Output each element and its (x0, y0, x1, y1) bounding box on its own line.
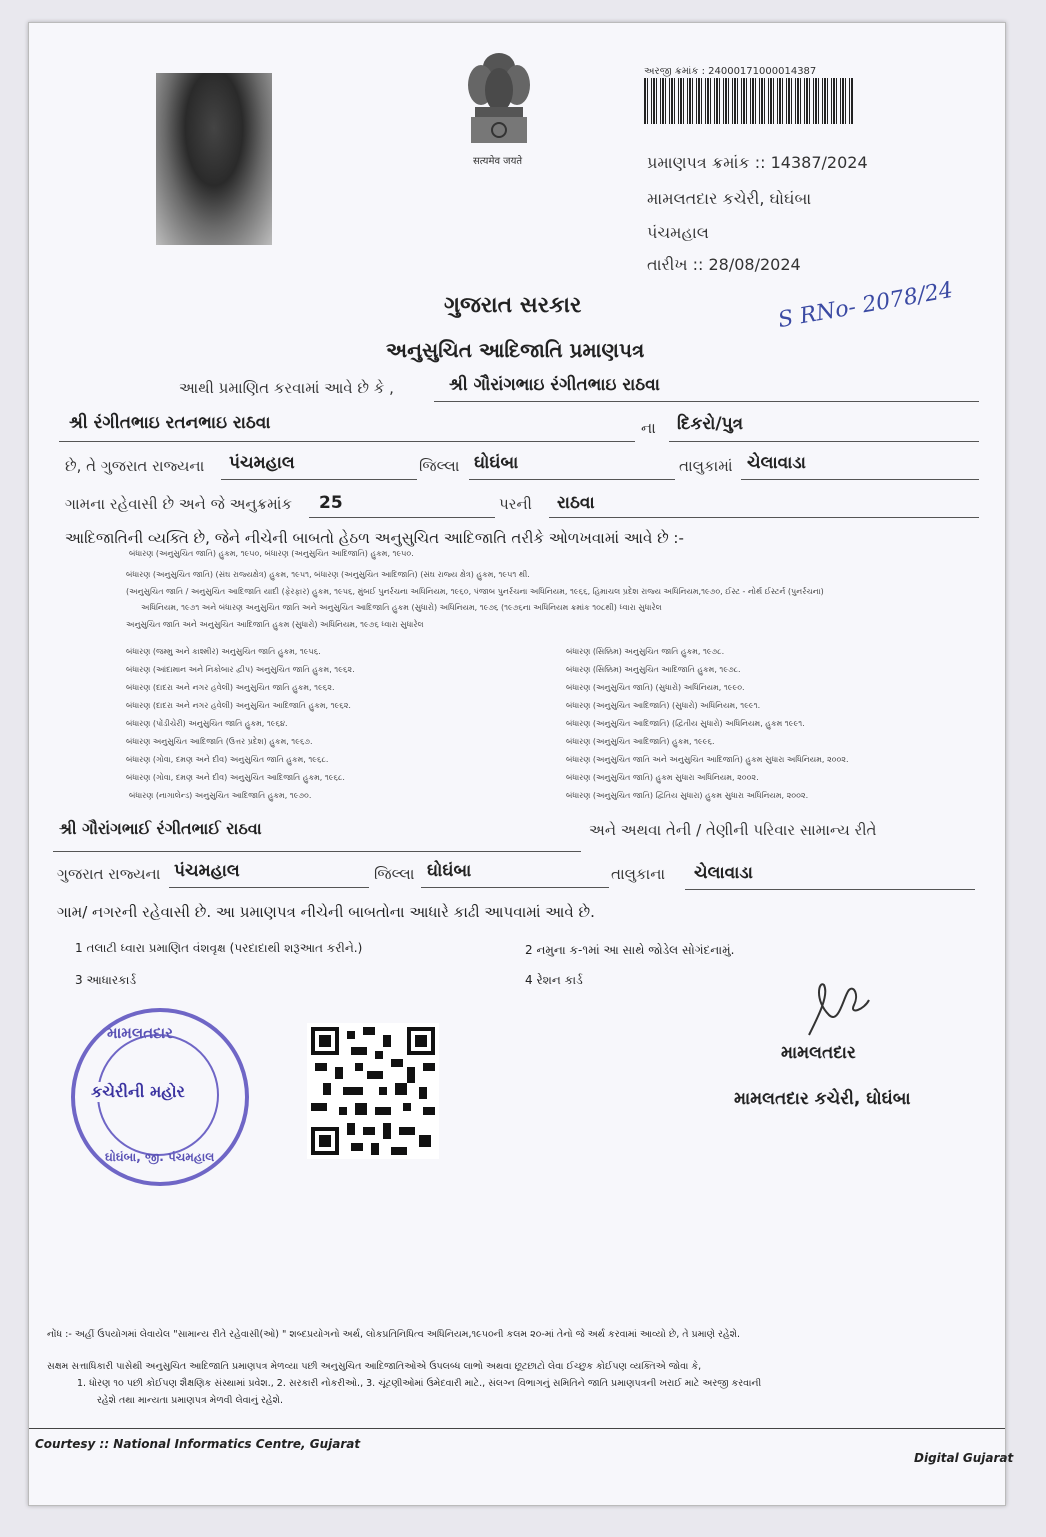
courtesy-text: Courtesy :: National Informatics Centre, Gujarat (35, 1437, 361, 1451)
order-right: બંધારણ (અનુસુચિત જાતિ) હુકમ સુધારા અધિનિયમ, ૨૦૦૨. (566, 773, 759, 782)
document-item: 3 આધારકાર્ડ (75, 973, 137, 987)
office-seal (71, 1008, 249, 1186)
order-right: બંધારણ (અનુસુચિત આદિજાતિ) (સુધારો) અધિનિયમ, ૧૯૯૧. (566, 701, 761, 710)
order-left: બંધારણ (ગોવા, દમણ અને દીવ) અનુસુચિત આદિજાતિ હુકમ, ૧૯૬૮. (126, 773, 345, 782)
tribe-value: રાઠવા (557, 493, 595, 513)
order-left: બંધારણ (દાદરા અને નગર હવેલી) અનુસુચિત આદિજાતિ હુકમ, ૧૯૬૨. (126, 701, 351, 710)
note-line: નોંધ :- અહીં ઉપયોગમાં લેવાયેલ "સામાન્ય રીતે રહેવાસી(ઓ) " શબ્દપ્રયોગનો અર્થ, લોકપ્રતિનિધિત્વ અધિનિયમ,૧૯૫૦ની કલમ ૨૦-માં તેનો જે અર્થ કરવામાં આવ્યો છે, તે પ્રમાણે રહેશે. (47, 1329, 741, 1340)
issuing-district: પંચમહાલ (647, 223, 709, 242)
officer-designation: મામલતદાર (781, 1043, 856, 1063)
relation: દિકરો/પુત્ર (677, 414, 744, 434)
order-right: બંધારણ (અનુસુચિત જાતિ) દ્વિતિય સુધારા) હુકમ સુધારા અધિનિયમ, ૨૦૦૨. (566, 791, 809, 800)
order-right: બંધારણ (અનુસુચિત જાતિ) (સુધારો) અધિનિયમ, ૧૯૯૦. (566, 683, 745, 692)
qr-code (307, 1023, 439, 1159)
on-label: પરની (499, 495, 532, 513)
brand-text: Digital Gujarat (914, 1451, 1014, 1465)
taluka-value: ઘોઘંબા (474, 453, 519, 473)
government-title: ગુજરાત સરકાર (444, 293, 582, 318)
order-left: બંધારણ (દાદરા અને નગર હવેલી) અનુસુચિત જાતિ હુકમ, ૧૯૬૨. (126, 683, 335, 692)
order-right: બંધારણ (અનુસુચિત આદિજાતિ) હુકમ, ૧૯૯૬. (566, 737, 715, 746)
resident-label: ગામના રહેવાસી છે અને જે અનુક્રમાંક (65, 495, 293, 513)
applicant-name-2: શ્રી ગૌરાંગભાઈ રંગીતભાઈ રાઠવા (59, 819, 262, 838)
note-line: સક્ષમ સત્તાધિકારી પાસેથી અનુસુચિત આદિજાતિ પ્રમાણપત્ર મેળવ્યા પછી અનુસુચિત આદિજાતિઓએ ઉપલબ્ધ લાભો અથવા છૂટછાટો લેવા ઈચ્છુક કોઈપણ વ્યક્તિએ જોવા કે, (47, 1361, 702, 1372)
certificate-title: અનુસુચિત આદિજાતિ પ્રમાણપત્ર (386, 338, 645, 362)
officer-office: મામલતદાર કચેરી, ઘોઘંબા (734, 1089, 911, 1109)
state-label: છે, તે ગુજરાત રાજ્યના (65, 457, 205, 475)
order-right: બંધારણ (સિક્કિમ) અનુસુચિત આદિજાતિ હુકમ, ૧૯૭૮. (566, 665, 741, 674)
order-right: બંધારણ (અનુસુચિત આદિજાતિ) (દ્વિતીય સુધારો) અધિનિયમ, હુકમ ૧૯૯૧. (566, 719, 805, 728)
taluka-label-2: તાલુકાના (611, 865, 666, 883)
order-left: બંધારણ (ગોવા, દમણ અને દીવ) અનુસુચિત જાતિ હુકમ, ૧૯૬૮. (126, 755, 329, 764)
village-value: ચેલાવાડા (747, 453, 806, 473)
taluka-label: તાલુકામાં (679, 457, 733, 475)
district-label: જિલ્લા (419, 457, 460, 475)
district-value: પંચમહાલ (229, 453, 295, 473)
seal-bottom-text: ઘોઘંબા, જી. પંચમહાલ (105, 1150, 215, 1164)
order-left: બંધારણ અનુસુચિત આદિજાતિ (ઉત્તર પ્રદેશ) હુકમ, ૧૯૬૭. (126, 737, 313, 746)
order-line: બંધારણ (અનુસુચિત જાતિ) હુકમ, ૧૯૫૦, બંધારણ (અનુસુચિત આદિજાતિ) હુકમ, ૧૯૫૦. (129, 549, 414, 558)
village-value-2: ચેલાવાડા (694, 863, 753, 883)
declaration-text: આદિજાતિની વ્યક્તિ છે, જેને નીચેની બાબતો હેઠળ અનુસુચિત આદિજાતિ તરીકે ઓળખવામાં આવે છે :- (65, 529, 684, 547)
seal-top-text: મામલતદાર (107, 1024, 173, 1042)
document-item: 2 નમુના ક-૧માં આ સાથે જોડેલ સોગંદનામું. (525, 943, 735, 957)
of-label: ના (641, 419, 656, 437)
order-left: બંધારણ (આંદામાન અને નિકોબાર દ્વીપ) અનુસુચિત જાતિ હુકમ, ૧૯૬૨. (126, 665, 355, 674)
barcode (644, 78, 854, 124)
national-emblem-icon (459, 45, 539, 165)
officer-signature (789, 975, 879, 1045)
application-number: અરજી ક્રમાંક : 24000171000014387 (644, 66, 817, 77)
district-value-2: પંચમહાલ (174, 861, 240, 881)
certificate-page (28, 22, 1014, 1506)
district-label-2: જિલ્લા (374, 865, 415, 883)
serial-number: 25 (319, 493, 343, 513)
note-line: રહેશે તથા માન્યતા પ્રમાણપત્ર મેળવી લેવાનું રહેશે. (97, 1395, 283, 1406)
order-left: બંધારણ (નાગાલેન્ડ) અનુસુચિત આદિજાતિ હુકમ, ૧૯૭૦. (129, 791, 312, 800)
order-left: બંધારણ (જમ્મુ અને કાશ્મીર) અનુસુચિત જાતિ હુકમ, ૧૯૫૬. (126, 647, 321, 656)
note-line: 1. ધોરણ ૧૦ પછી કોઈપણ શૈક્ષણિક સંસ્થામાં પ્રવેશ., 2. સરકારી નોકરીઓ., 3. ચૂંટણીઓમાં ઉમેદવારી માટે., સંલગ્ન વિભાગનું સમિતિને જાતિ પ્રમાણપત્રની ખરાઈ માટે અરજી કરવાની (77, 1378, 762, 1389)
order-line: અધિનિયમ, ૧૯૭૧ અને બંધારણ અનુસુચિત જાતિ અને અનુસુચિત આદિજાતિ હુકમ (સુધારો) અધિનિયમ, ૧૯૭૬ (૧૯૭૬ના અધિનિયમ ક્રમાંક ૧૦૮થી) ધ્વારા સુધારેલ (141, 603, 662, 612)
order-line: અનુસુચિત જાતિ અને અનુસુચિત આદિજાતિ હુકમ (સુધારો) અધિનિયમ, ૧૯૭૬ ધ્વારા સુધારેલ (126, 620, 424, 629)
applicant-name: શ્રી ગૌરાંગભાઇ રંગીતભાઇ રાઠવા (449, 375, 660, 395)
order-right: બંધારણ (સિક્કિમ) અનુસુચિત જાતિ હુકમ, ૧૯૭૮. (566, 647, 725, 656)
handwritten-serial-note: S RNo- 2078/24 (776, 277, 955, 334)
order-line: બંધારણ (અનુસુચિત જાતિ) (સંઘ રાજ્યક્ષેત્ર) હુકમ, ૧૯૫૧, બંધારણ (અનુસુચિત આદિજાતિ) (સંઘ રાજ્ય ક્ષેત્ર) હુકમ, ૧૯૫૧ થી. (126, 570, 530, 579)
order-line: (અનુસુચિત જાતિ / અનુસુચિત આદિજાતિ યાદી (ફેરફાર) હુકમ, ૧૯૫૬, મુંબઈ પુનર્રચના અધિનિયમ, ૧૯૬૦, પંજાબ પુનર્રચના અધિનિયમ, ૧૯૬૬, હિમાચલ પ્રદેશ રાજ્ય અધિનિયમ,૧૯૭૦, ઈસ્ટ - નોર્થ ઈસ્ટર્ન (પુનર્રચના) (126, 587, 824, 596)
certify-label: આથી પ્રમાણિત કરવામાં આવે છે કે , (179, 379, 394, 397)
applicant-photo (156, 73, 272, 245)
issuing-office: મામલતદાર કચેરી, ઘોઘંબા (647, 189, 812, 208)
basis-text: ગામ/ નગરની રહેવાસી છે. આ પ્રમાણપત્ર નીચેની બાબતોના આધારે કાઢી આપવામાં આવે છે. (57, 903, 595, 921)
order-right: બંધારણ (અનુસુચિત જાતિ અને અનુસુચિત આદિજાતિ) હુકમ સુધારા અધિનિયમ, ૨૦૦૨. (566, 755, 849, 764)
taluka-value-2: ઘોઘંબા (427, 861, 472, 881)
emblem-motto: सत्यमेव जयते (473, 156, 523, 167)
issue-date: તારીખ :: 28/08/2024 (647, 255, 801, 274)
document-item: 1 તલાટી ધ્વારા પ્રમાણિત વંશવૃક્ષ (પરદાદાથી શરૂઆત કરીને.) (75, 941, 363, 955)
seal-center-text: કચેરીની મહોર (91, 1082, 185, 1101)
order-left: બંધારણ (પોંડીચેરી) અનુસુચિત જાતિ હુકમ, ૧૯૬૪. (126, 719, 288, 728)
family-text: અને અથવા તેની / તેણીની પરિવાર સામાન્ય રીતે (589, 821, 877, 839)
state-label-2: ગુજરાત રાજ્યના (57, 865, 161, 883)
certificate-number: પ્રમાણપત્ર ક્રમાંક :: 14387/2024 (647, 153, 868, 172)
father-name: શ્રી રંગીતભાઇ રતનભાઇ રાઠવા (69, 413, 271, 433)
document-item: 4 રેશન કાર્ડ (525, 973, 583, 987)
